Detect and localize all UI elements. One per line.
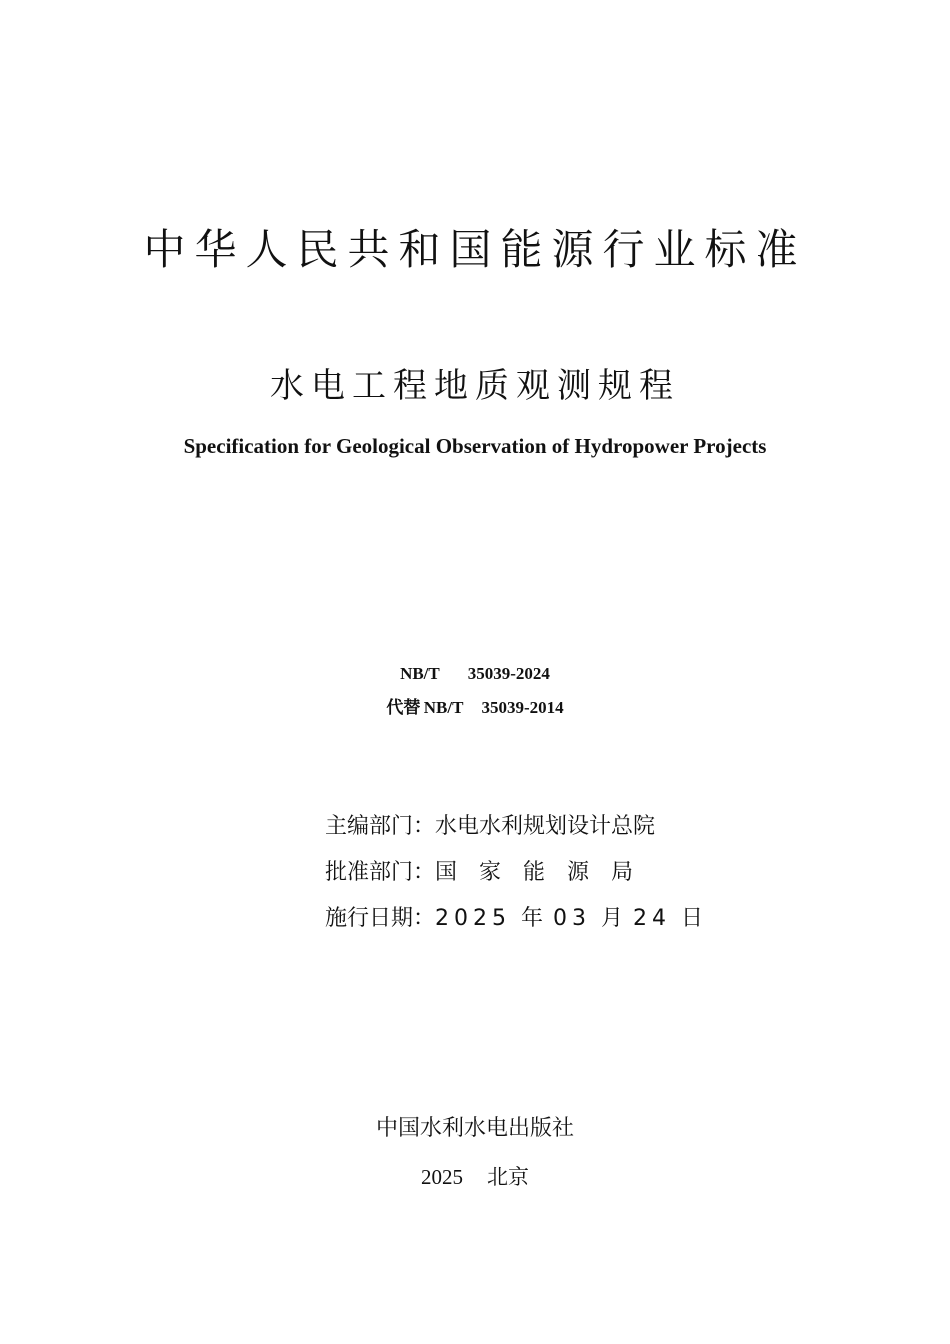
publication-year: 2025 bbox=[421, 1165, 463, 1189]
publication-city: 北京 bbox=[487, 1165, 529, 1189]
standard-code-prefix: NB/T bbox=[400, 664, 440, 683]
replaces-prefix: NB/T bbox=[423, 698, 464, 717]
standard-code bbox=[0, 662, 950, 686]
document-title-english: Specification for Geological Observation of Hydropower Projects bbox=[183, 434, 767, 458]
document-title-chinese: 水电工程地质观测规程 bbox=[270, 366, 680, 406]
effective-date-row bbox=[325, 904, 703, 934]
replaces-label: 代替 bbox=[386, 698, 421, 718]
month-unit: 月 bbox=[601, 906, 624, 931]
editor-department-label: 主编部门： bbox=[325, 814, 436, 839]
editor-department-row bbox=[325, 812, 655, 842]
standard-code-number: 35039-2024 bbox=[467, 664, 550, 683]
effective-month: 03 bbox=[553, 906, 592, 931]
effective-date-label: 施行日期： bbox=[325, 906, 436, 931]
year-unit: 年 bbox=[521, 906, 544, 931]
replaces-number: 35039-2014 bbox=[481, 698, 564, 717]
effective-year: 2025 bbox=[435, 906, 512, 931]
approver-department-value: 国家能源局 bbox=[435, 860, 656, 885]
approver-department-row bbox=[325, 858, 655, 888]
standard-category-title: 中华人民共和国能源行业标准 bbox=[143, 225, 807, 274]
day-unit: 日 bbox=[681, 906, 704, 931]
editor-department-value: 水电水利规划设计总院 bbox=[435, 814, 656, 839]
publisher-name: 中国水利水电出版社 bbox=[375, 1116, 574, 1141]
approver-department-label: 批准部门： bbox=[325, 860, 436, 885]
effective-day: 24 bbox=[633, 906, 672, 931]
publication-place bbox=[0, 1162, 950, 1192]
replaced-standard-code bbox=[0, 696, 950, 720]
